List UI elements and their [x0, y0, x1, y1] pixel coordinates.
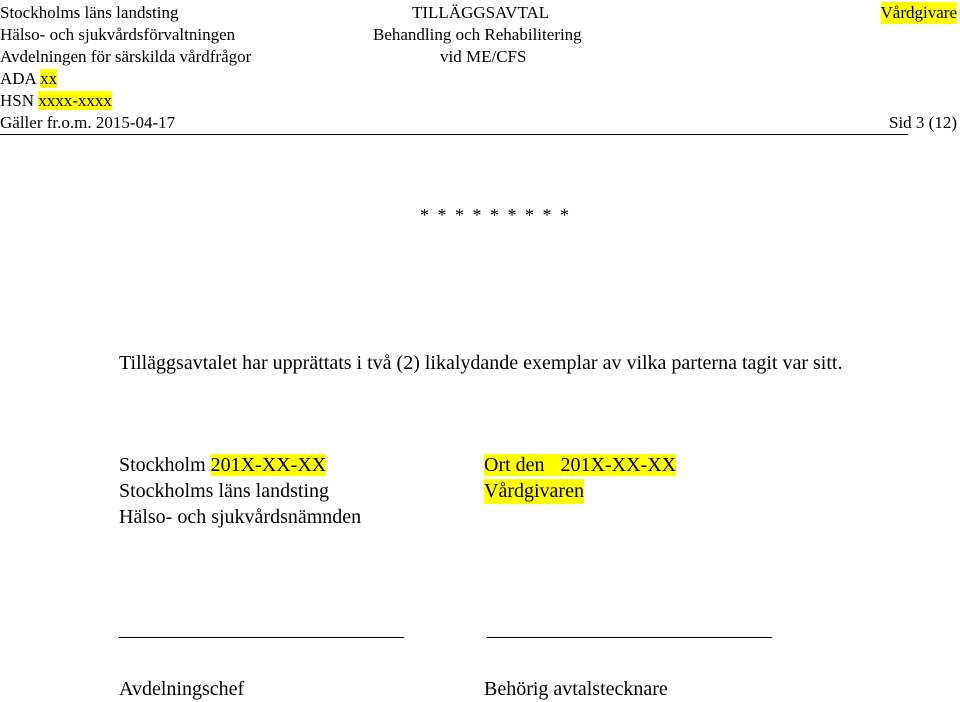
signature-right-place: Ort den	[484, 454, 545, 476]
document-subtitle-2: vid ME/CFS	[440, 47, 527, 66]
hsn-label: HSN	[0, 91, 39, 110]
header-party-badge: Vårdgivare	[880, 3, 957, 22]
signature-right-place-date	[484, 453, 676, 478]
header-org-name: Stockholms läns landsting	[0, 3, 179, 22]
signature-left-place-date	[119, 453, 326, 478]
header-administration: Hälso- och sjukvårdsförvaltningen	[0, 25, 236, 44]
ada-value: xx	[40, 69, 58, 88]
signature-left-org: Stockholms läns landsting	[119, 480, 329, 502]
signature-left-place: Stockholm	[119, 454, 211, 476]
header-divider	[0, 134, 908, 135]
section-separator: * * * * * * * * *	[420, 205, 571, 225]
signature-right-place-date-highlight	[484, 454, 676, 476]
document-title: TILLÄGGSAVTAL	[412, 3, 550, 22]
header-ada	[0, 68, 57, 90]
signature-line-left	[119, 637, 404, 638]
signer-title-right: Behörig avtalstecknare	[484, 678, 668, 700]
agreement-paragraph: Tilläggsavtalet har upprättats i två (2) likalydande exemplar av vilka parterna tagit var sitt.	[119, 352, 843, 374]
document-subtitle: Behandling och Rehabilitering	[373, 25, 582, 44]
header-valid-from: Gäller fr.o.m. 2015-04-17	[0, 113, 176, 132]
header-hsn	[0, 90, 112, 112]
page-number: Sid 3 (12)	[889, 113, 957, 132]
header-department: Avdelningen för särskilda vårdfrågor	[0, 47, 252, 66]
signature-right-org: Vårdgivaren	[484, 480, 584, 502]
signature-right-date: 201X-XX-XX	[560, 454, 677, 476]
signature-left-board: Hälso- och sjukvårdsnämnden	[119, 506, 362, 528]
signature-line-right	[487, 637, 772, 638]
hsn-value: xxxx-xxxx	[38, 91, 112, 110]
signer-title-left: Avdelningschef	[119, 678, 245, 700]
signature-left-date: 201X-XX-XX	[210, 454, 327, 476]
ada-label: ADA	[0, 69, 41, 88]
